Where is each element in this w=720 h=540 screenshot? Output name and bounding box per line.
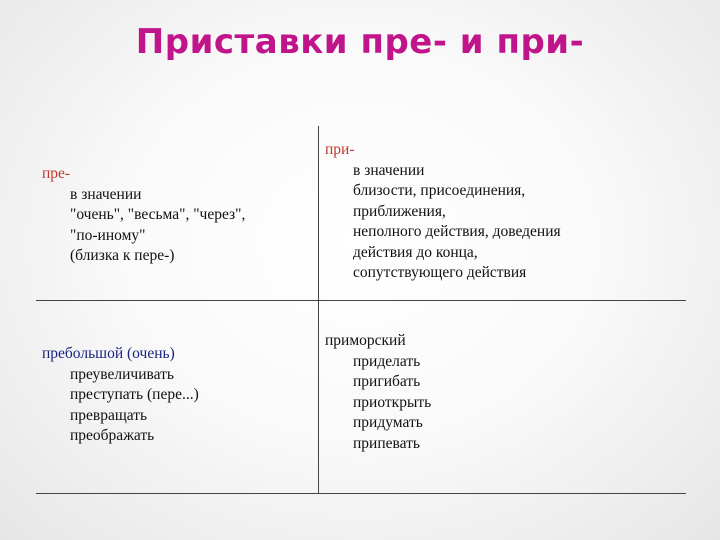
example-word: придумать bbox=[353, 414, 423, 431]
example-word: преувеличивать bbox=[70, 365, 174, 383]
example-word: приделать bbox=[353, 352, 421, 370]
table-row-divider bbox=[36, 300, 686, 301]
example-head: пребольшой (очень) bbox=[42, 345, 175, 362]
meaning-line: близости, присоединения, bbox=[353, 182, 526, 199]
cell-pre-meaning bbox=[42, 164, 245, 267]
meaning-line: действия до конца, bbox=[353, 243, 478, 261]
example-word: преображать bbox=[70, 427, 155, 444]
table-bottom-border bbox=[36, 493, 686, 494]
meaning-line: в значении bbox=[70, 185, 142, 203]
meaning-line: сопутствующего действия bbox=[353, 264, 527, 281]
meaning-line: (близка к пере-) bbox=[70, 247, 175, 264]
prefix-pre-label: пре- bbox=[42, 165, 71, 182]
meaning-line: приближения, bbox=[353, 202, 446, 220]
example-word: припевать bbox=[353, 434, 420, 452]
table-column-divider bbox=[318, 126, 319, 494]
example-head: приморский bbox=[325, 332, 406, 349]
example-word: пригибать bbox=[353, 373, 421, 390]
meaning-line: "очень", "весьма", "через", bbox=[70, 206, 246, 223]
slide-title: Приставки пре- и при- bbox=[135, 22, 585, 62]
prefix-pri-label: при- bbox=[325, 141, 355, 158]
cell-pre-examples bbox=[42, 344, 199, 447]
example-word: превращать bbox=[70, 406, 148, 424]
example-word: преступать (пере...) bbox=[70, 386, 199, 403]
example-word: приоткрыть bbox=[353, 393, 432, 411]
meaning-line: неполного действия, доведения bbox=[353, 223, 561, 240]
meaning-line: "по-иному" bbox=[70, 226, 146, 244]
cell-pri-meaning bbox=[325, 140, 561, 284]
cell-pri-examples bbox=[325, 331, 431, 454]
meaning-line: в значении bbox=[353, 161, 425, 179]
